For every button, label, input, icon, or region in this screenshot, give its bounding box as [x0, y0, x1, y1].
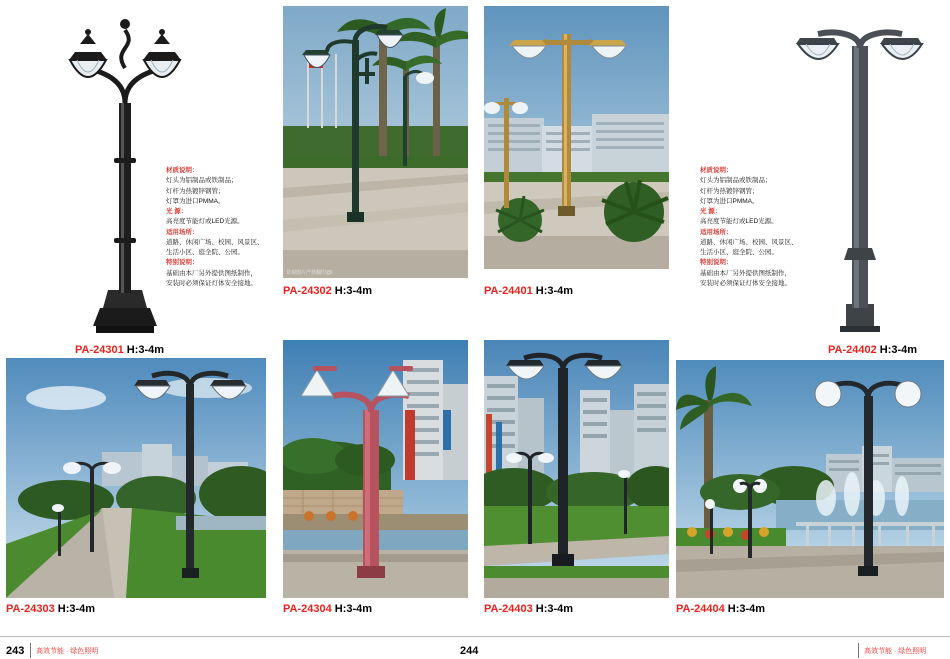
footer-divider-right: [858, 643, 859, 658]
product-photo-pa24401: [484, 6, 669, 269]
product-code-pa24301: PA-24301 H:3-4m: [75, 344, 165, 356]
product-photo-pa24404: [676, 360, 944, 598]
footer-brand-right: 高效节能 · 绿色照明: [864, 648, 927, 655]
product-drawing-pa24402: [780, 8, 940, 338]
product-code-pa24303: PA-24303 H:3-4m: [6, 603, 96, 615]
product-photo-pa24302: [283, 6, 468, 278]
footer-divider-left: [30, 643, 31, 658]
product-code-pa24403: PA-24403 H:3-4m: [484, 603, 574, 615]
product-code-pa24402: PA-24402 H:3-4m: [828, 344, 918, 356]
spec-block-right: 材质说明： 灯头为铝制品或铁制品； 灯杆为热镀锌钢管； 灯罩为进口PMMA。 光 源： 高亮度节能灯或LED光源。 适用场所： 道路、休闲广场、校园、风景区、 生活小区、庭全院、公园。 特别说明： 基础由本厂另外提供图纸制作， 安装时必须保证灯体安全接地。: [700, 167, 798, 287]
product-photo-pa24303: [6, 358, 266, 598]
photo-watermark: 景观图片严禁翻印@I: [286, 270, 333, 276]
spec-block-left: 材质说明： 灯头为铝制品或铁制品； 灯杆为热镀锌钢管； 灯罩为进口PMMA。 光 源： 高亮度节能灯或LED光源。 适用场所： 道路、休闲广场、校园、风景区、 生活小区、庭全院、公园。 特别说明： 基础由本厂另外提供图纸制作， 安装时必须保证灯体安全接地。: [166, 167, 264, 287]
page-number-left: 243: [6, 645, 25, 657]
product-code-pa24304: PA-24304 H:3-4m: [283, 603, 373, 615]
product-photo-pa24403: [484, 340, 669, 598]
page-footer: [0, 636, 950, 659]
product-code-pa24302: PA-24302 H:3-4m: [283, 285, 373, 297]
product-code-pa24401: PA-24401 H:3-4m: [484, 285, 574, 297]
product-code-pa24404: PA-24404 H:3-4m: [676, 603, 766, 615]
page-number-right: 244: [460, 645, 479, 657]
footer-brand-left: 高效节能 · 绿色照明: [36, 648, 99, 655]
product-photo-pa24304: [283, 340, 468, 598]
